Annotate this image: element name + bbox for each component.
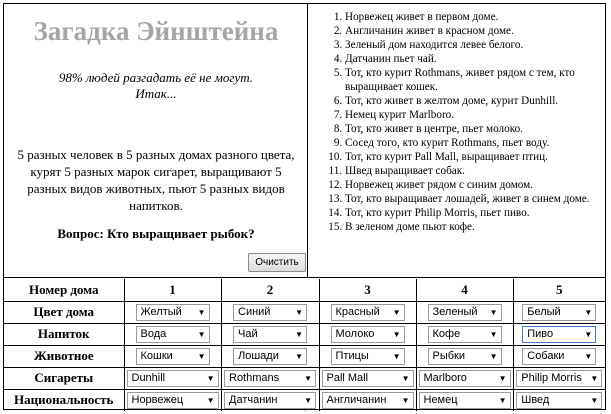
select-value: Белый: [527, 305, 561, 318]
puzzle-description: 5 разных человек в 5 разных домах разного цвета, курят 5 разных марок сигарет, выращивают 5 разных видов животных, пьют 5 разных видов напитков.: [17, 147, 295, 213]
row-label-nationality: Национальность: [4, 389, 124, 411]
clear-button[interactable]: Очистить: [248, 253, 306, 272]
chevron-down-icon: ▼: [401, 396, 410, 405]
chevron-down-icon: ▼: [304, 396, 312, 405]
cigarettes-select[interactable]: [516, 370, 602, 387]
chevron-down-icon: ▼: [590, 373, 599, 383]
cigarettes-select[interactable]: [224, 370, 316, 387]
chevron-down-icon: ▼: [295, 351, 303, 361]
chevron-down-icon: ▼: [498, 396, 507, 405]
drink-select[interactable]: [233, 326, 307, 343]
clue-item: 3. Зеленый дом находится левее белого.: [345, 38, 601, 52]
house-number: 5: [513, 279, 605, 301]
chevron-down-icon: ▼: [392, 351, 401, 361]
clue-item: 10. Тот, кто курит Pall Mall, выращивает птиц.: [345, 150, 601, 164]
select-value: Dunhill: [131, 371, 166, 384]
select-value: Philip Morris: [521, 371, 582, 384]
nationality-select[interactable]: [127, 392, 219, 409]
select-value: Красный: [335, 305, 380, 318]
pet-select[interactable]: [331, 348, 405, 365]
cigarettes-select[interactable]: [322, 370, 414, 387]
chevron-down-icon: ▼: [206, 396, 215, 405]
select-value: Чай: [238, 327, 258, 340]
select-value: Немец: [423, 394, 458, 406]
house-number: 2: [221, 279, 319, 301]
drink-select[interactable]: [522, 326, 596, 343]
drink-select[interactable]: [428, 326, 502, 343]
clue-item: 9. Сосед того, кто курит Rothmans, пьет воду.: [345, 136, 601, 150]
row-label-color: Цвет дома: [4, 301, 124, 323]
chevron-down-icon: ▼: [295, 307, 303, 317]
select-value: Собаки: [527, 349, 565, 362]
select-value: Молоко: [335, 327, 375, 340]
drink-select[interactable]: [136, 326, 210, 343]
house-number: 3: [319, 279, 416, 301]
select-value: Вода: [140, 327, 167, 340]
table-row: [4, 323, 605, 345]
clue-item: 7. Немец курит Marlboro.: [345, 108, 601, 122]
top-section: [4, 4, 605, 278]
cigarettes-select[interactable]: [419, 370, 511, 387]
select-value: Датчанин: [229, 394, 278, 406]
nationality-select[interactable]: [516, 392, 602, 409]
house-number: 1: [124, 279, 221, 301]
chevron-down-icon: ▼: [584, 351, 593, 361]
clues-list: [309, 4, 605, 234]
puzzle-question: Вопрос: Кто выращивает рыбок?: [57, 226, 255, 241]
select-value: Зеленый: [432, 305, 478, 318]
puzzle-container: [3, 3, 606, 410]
chevron-down-icon: ▼: [206, 373, 215, 383]
clue-item: 1. Норвежец живет в первом доме.: [345, 10, 601, 24]
subtitle: [4, 70, 308, 102]
table-row: [4, 301, 605, 323]
chevron-down-icon: ▼: [197, 351, 206, 361]
chevron-down-icon: ▼: [489, 329, 498, 339]
answer-grid: [4, 279, 605, 411]
table-row: [4, 345, 605, 367]
select-value: Marlboro: [423, 371, 467, 384]
clue-item: 12. Норвежец живет рядом с синим домом.: [345, 178, 601, 192]
nationality-select[interactable]: [419, 392, 511, 409]
select-value: Швед: [521, 394, 550, 406]
select-value: Лошади: [238, 349, 279, 362]
clue-item: 6. Тот, кто живет в желтом доме, курит Dunhill.: [345, 94, 601, 108]
select-value: Pall Mall: [326, 371, 369, 384]
color-select[interactable]: [136, 304, 210, 321]
select-value: Норвежец: [131, 394, 184, 406]
select-value: Пиво: [527, 327, 554, 340]
color-select[interactable]: [428, 304, 502, 321]
table-row: [4, 279, 605, 301]
select-value: Кошки: [140, 349, 173, 362]
chevron-down-icon: ▼: [584, 307, 593, 317]
nationality-select[interactable]: [322, 392, 414, 409]
resize-handle-icon[interactable]: ○: [303, 405, 308, 414]
select-value: Rothmans: [229, 371, 280, 384]
select-value: Желтый: [140, 305, 182, 318]
chevron-down-icon: ▼: [197, 329, 206, 339]
chevron-down-icon: ▼: [401, 373, 410, 383]
clue-item: 5. Тот, кто курит Rothmans, живет рядом с тем, кто выращивает кошек.: [345, 66, 601, 94]
row-label-cigarettes: Сигареты: [4, 367, 124, 389]
select-value: Англичанин: [326, 394, 387, 406]
clues-panel: [309, 4, 605, 278]
chevron-down-icon: ▼: [489, 351, 498, 361]
select-value: Рыбки: [432, 349, 466, 362]
pet-select[interactable]: [428, 348, 502, 365]
chevron-down-icon: ▼: [392, 329, 401, 339]
cigarettes-select[interactable]: [127, 370, 219, 387]
header-label: Номер дома: [4, 279, 124, 301]
clue-item: 14. Тот, кто курит Philip Morris, пьет пиво.: [345, 206, 601, 220]
color-select[interactable]: [233, 304, 307, 321]
clue-item: 2. Англичанин живет в красном доме.: [345, 24, 601, 38]
chevron-down-icon: ▼: [197, 307, 206, 317]
select-value: Птицы: [335, 349, 369, 362]
clue-item: 4. Датчанин пьет чай.: [345, 52, 601, 66]
color-select[interactable]: [331, 304, 405, 321]
chevron-down-icon: ▼: [584, 329, 593, 339]
subtitle-line-2: Итак...: [135, 86, 177, 101]
select-value: Кофе: [432, 327, 461, 340]
chevron-down-icon: ▼: [392, 307, 401, 317]
chevron-down-icon: ▼: [489, 307, 498, 317]
chevron-down-icon: ▼: [295, 329, 303, 339]
drink-select[interactable]: [331, 326, 405, 343]
pet-select[interactable]: [233, 348, 307, 365]
row-label-pet: Животное: [4, 345, 124, 367]
chevron-down-icon: ▼: [304, 373, 312, 383]
pet-select[interactable]: [136, 348, 210, 365]
color-select[interactable]: [522, 304, 596, 321]
clue-item: 15. В зеленом доме пьют кофе.: [345, 220, 601, 234]
house-number: 4: [416, 279, 513, 301]
pet-select[interactable]: [522, 348, 596, 365]
clue-item: 11. Швед выращивает собак.: [345, 164, 601, 178]
clue-item: 13. Тот, кто выращивает лошадей, живет в синем доме.: [345, 192, 601, 206]
clue-item: 8. Тот, кто живет в центре, пьет молоко.: [345, 122, 601, 136]
chevron-down-icon: ▼: [590, 396, 599, 405]
subtitle-line-1: 98% людей разгадать её не могут.: [58, 70, 254, 85]
select-value: Синий: [238, 305, 271, 318]
row-label-drink: Напиток: [4, 323, 124, 345]
table-row: [4, 367, 605, 389]
page-title: Загадка Эйнштейна: [33, 16, 279, 46]
chevron-down-icon: ▼: [498, 373, 507, 383]
intro-panel: [4, 4, 308, 278]
